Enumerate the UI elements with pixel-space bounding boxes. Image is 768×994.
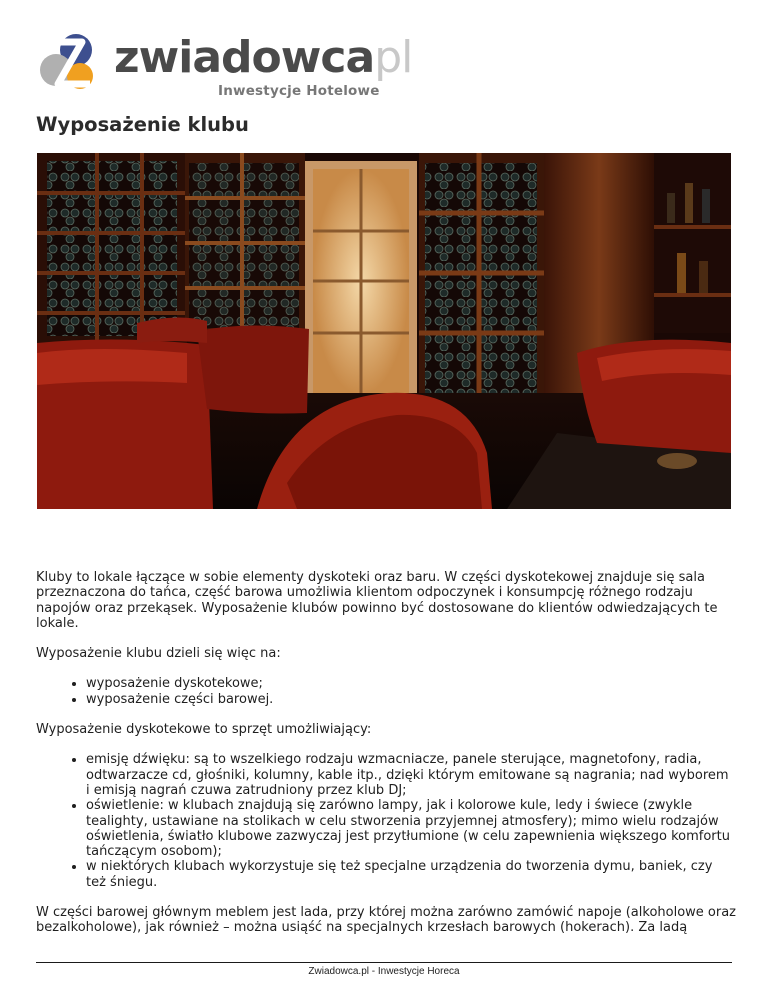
list-item: • wyposażenie dyskotekowe; (86, 676, 736, 691)
club-interior-illustration (37, 153, 731, 509)
club-interior-photo (37, 153, 731, 509)
logo-mark-icon (36, 32, 100, 94)
site-logo[interactable] (36, 30, 436, 102)
logo-subtitle: Inwestycje Hotelowe (218, 83, 380, 99)
paragraph: Wyposażenie klubu dzieli się więc na: (36, 646, 281, 662)
list-item: • w niektórych klubach wykorzystuje się też specjalne urządzenia do tworzenia dymu, baniek, czy też śniegu. (86, 859, 736, 890)
logo-suffix-text: pl (374, 32, 413, 83)
list-item: • oświetlenie: w klubach znajdują się zarówno lampy, jak i kolorowe kule, ledy i świece (zwykle tealighty, ustawiane na stolikach w celu stworzenia przyjemnej atmosfery); mimo wielu rodzajów oświetlenia, światło klubowe zazwyczaj jest przytłumione (w celu zapewnienia większego komfortu tańczącym osobom); (86, 798, 736, 859)
bullet-list (36, 676, 736, 707)
logo-wordmark (114, 30, 412, 86)
page-footer: Zwiadowca.pl - Inwestycje Horeca (308, 966, 460, 977)
bullet-list (36, 752, 736, 890)
list-item: • wyposażenie części barowej. (86, 692, 736, 707)
article-body (36, 570, 736, 951)
page-title: Wyposażenie klubu (36, 113, 249, 136)
logo-main-text: zwiadowca (114, 32, 375, 83)
paragraph: W części barowej głównym meblem jest lada, przy której można zarówno zamówić napoje (alkoholowe oraz bezalkoholowe), jak również – można usiąść na specjalnych krzesłach barowych (hokerach). Za ladą (36, 905, 737, 936)
paragraph: Kluby to lokale łączące w sobie elementy dyskoteki oraz baru. W części dyskotekowej znajduje się sala przeznaczona do tańca, część barowa umożliwia klientom odpoczynek i konsumpcję różnego rodzaju napojów oraz przekąsek. Wyposażenie klubów powinno być dostosowane do klientów odwiedzających te lokale. (36, 570, 718, 631)
paragraph: Wyposażenie dyskotekowe to sprzęt umożliwiający: (36, 722, 372, 738)
list-item: • emisję dźwięku: są to wszelkiego rodzaju wzmacniacze, panele sterujące, magnetofony, radia, odtwarzacze cd, głośniki, kolumny, kable itp., dzięki którym emitowane są nagrania; nad wyborem i emisją nagrań czuwa zatrudniony przez klub DJ; (86, 752, 736, 798)
footer-divider (36, 962, 732, 963)
